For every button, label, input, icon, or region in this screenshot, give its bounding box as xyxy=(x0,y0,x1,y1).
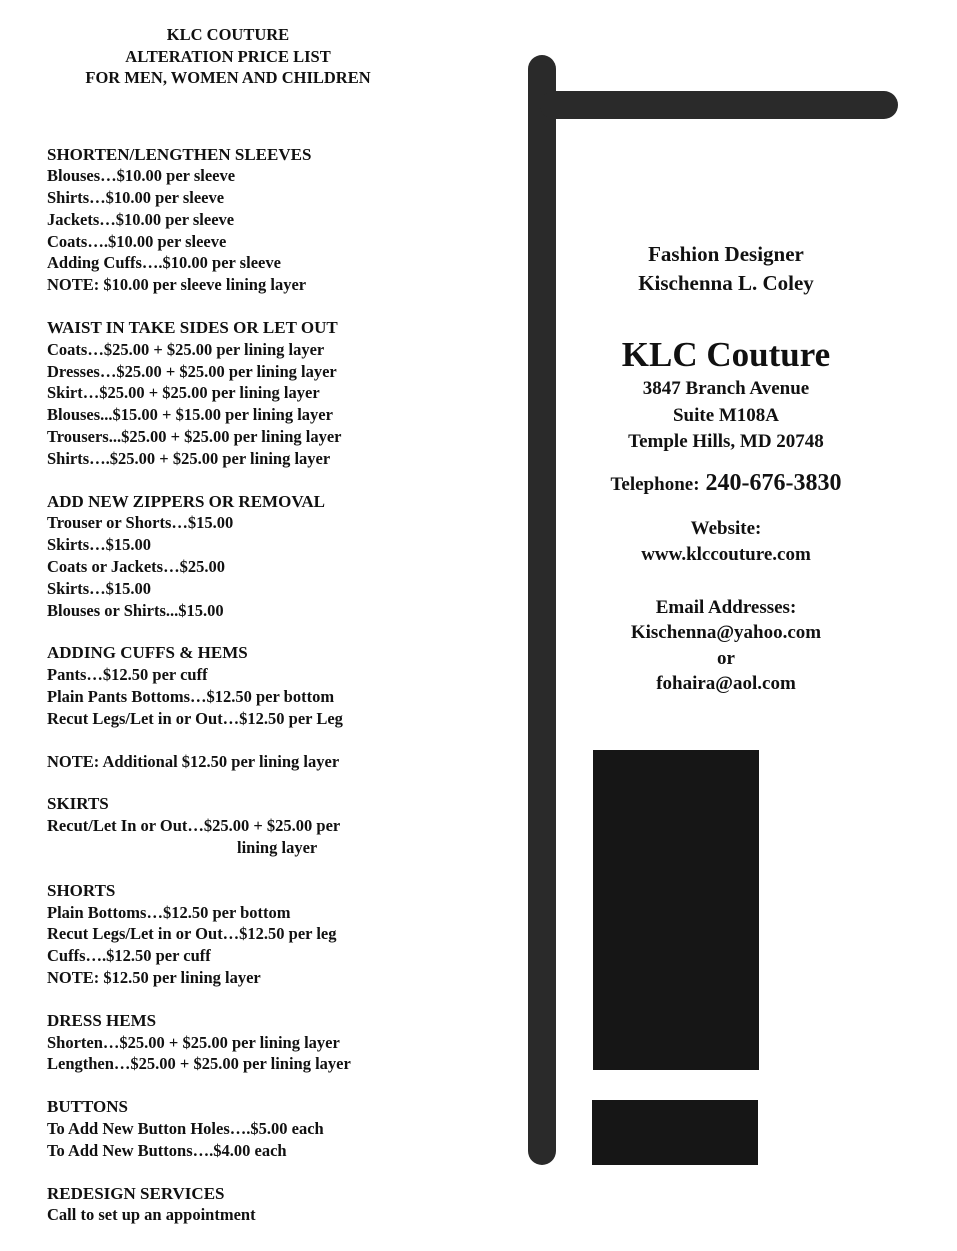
price-item: Cuffs….$12.50 per cuff xyxy=(47,946,211,966)
section-redesign xyxy=(47,1183,427,1227)
email-address: Kischenna@yahoo.com xyxy=(630,622,822,643)
email-address: fohaira@aol.com xyxy=(656,673,796,694)
section-zippers xyxy=(47,491,427,622)
price-list-header xyxy=(43,24,413,89)
price-note: NOTE: $12.50 per lining layer xyxy=(47,968,261,987)
brand-name: KLC Couture xyxy=(621,335,831,374)
price-item: Plain Bottoms…$12.50 per bottom xyxy=(47,902,291,922)
price-item: To Add New Button Holes….$5.00 each xyxy=(47,1118,324,1138)
section-title: SHORTS xyxy=(47,880,116,900)
address-line: 3847 Branch Avenue xyxy=(642,378,810,399)
price-item: Coats….$10.00 per sleeve xyxy=(47,231,227,251)
section-title: SHORTEN/LENGTHEN SLEEVES xyxy=(47,144,312,164)
header-line: ALTERATION PRICE LIST xyxy=(125,46,331,66)
price-item: Pants…$12.50 per cuff xyxy=(47,665,208,685)
header-line: KLC COUTURE xyxy=(166,25,290,44)
price-item: Trouser or Shorts…$15.00 xyxy=(47,513,234,533)
section-title: WAIST IN TAKE SIDES OR LET OUT xyxy=(47,318,338,338)
price-item: Adding Cuffs….$10.00 per sleeve xyxy=(47,253,281,273)
price-item: Plain Pants Bottoms…$12.50 per bottom xyxy=(47,687,335,707)
price-item: Recut Legs/Let in or Out…$12.50 per Leg xyxy=(47,708,343,728)
contact-panel xyxy=(590,240,862,697)
price-item: Shirts…$10.00 per sleeve xyxy=(47,188,225,208)
price-item: Blouses...$15.00 + $15.00 per lining layer xyxy=(47,405,333,425)
price-item: Skirts…$15.00 xyxy=(47,578,152,598)
price-item: To Add New Buttons….$4.00 each xyxy=(47,1140,287,1160)
price-item: Coats or Jackets…$25.00 xyxy=(47,557,225,577)
dark-block-small xyxy=(592,1100,758,1165)
section-title: ADD NEW ZIPPERS OR REMOVAL xyxy=(47,491,326,511)
section-skirts xyxy=(47,793,427,858)
header-line: FOR MEN, WOMEN AND CHILDREN xyxy=(85,68,371,87)
price-list xyxy=(47,24,427,1226)
price-item-continuation: lining layer xyxy=(237,838,318,858)
section-title: SKIRTS xyxy=(47,794,109,814)
dark-block-large xyxy=(593,750,759,1070)
website-url: www.klccouture.com xyxy=(641,543,811,565)
address-line: Suite M108A xyxy=(672,404,780,426)
section-dress-hems xyxy=(47,1010,427,1075)
telephone-label: Telephone: xyxy=(610,473,700,495)
price-item: Recut Legs/Let in or Out…$12.50 per leg xyxy=(47,924,337,944)
price-note: NOTE: $10.00 per sleeve lining layer xyxy=(47,275,307,295)
price-item: Blouses or Shirts...$15.00 xyxy=(47,600,224,620)
price-note: NOTE: Additional $12.50 per lining layer xyxy=(47,751,340,771)
website-label: Website: xyxy=(690,517,762,539)
section-shorts xyxy=(47,880,427,989)
price-item: Coats…$25.00 + $25.00 per lining layer xyxy=(47,339,325,359)
price-item: Shorten…$25.00 + $25.00 per lining layer xyxy=(47,1032,340,1052)
address-line: Temple Hills, MD 20748 xyxy=(628,431,824,452)
section-title: ADDING CUFFS & HEMS xyxy=(47,643,248,663)
price-item: Call to set up an appointment xyxy=(47,1205,256,1225)
signpost-arm xyxy=(540,91,898,119)
emails xyxy=(590,595,862,697)
section-title: REDESIGN SERVICES xyxy=(47,1183,225,1203)
price-item: Blouses…$10.00 per sleeve xyxy=(47,166,236,186)
section-buttons xyxy=(47,1096,427,1161)
section-title: DRESS HEMS xyxy=(47,1010,157,1030)
signpost-pole xyxy=(528,55,556,1165)
telephone xyxy=(590,470,862,497)
section-title: BUTTONS xyxy=(47,1097,128,1117)
price-item: Jackets…$10.00 per sleeve xyxy=(47,209,235,229)
email-label: Email Addresses: xyxy=(655,596,797,618)
telephone-number: 240-676-3830 xyxy=(705,469,842,496)
price-item: Lengthen…$25.00 + $25.00 per lining layer xyxy=(47,1054,351,1074)
email-or: or xyxy=(717,647,735,669)
price-item: Shirts….$25.00 + $25.00 per lining layer xyxy=(47,448,331,468)
price-item: Recut/Let In or Out…$25.00 + $25.00 per xyxy=(47,816,341,836)
price-item: Skirts…$15.00 xyxy=(47,535,152,555)
designer-role: Fashion Designer xyxy=(648,242,804,266)
section-sleeves xyxy=(47,144,427,297)
section-waist xyxy=(47,317,427,470)
website xyxy=(590,516,862,568)
price-item: Dresses…$25.00 + $25.00 per lining layer xyxy=(47,361,337,381)
section-cuffs-hems xyxy=(47,642,427,772)
designer-name: Kischenna L. Coley xyxy=(638,271,814,295)
price-item: Skirt…$25.00 + $25.00 per lining layer xyxy=(47,383,320,403)
price-item: Trousers...$25.00 + $25.00 per lining layer xyxy=(47,427,342,447)
